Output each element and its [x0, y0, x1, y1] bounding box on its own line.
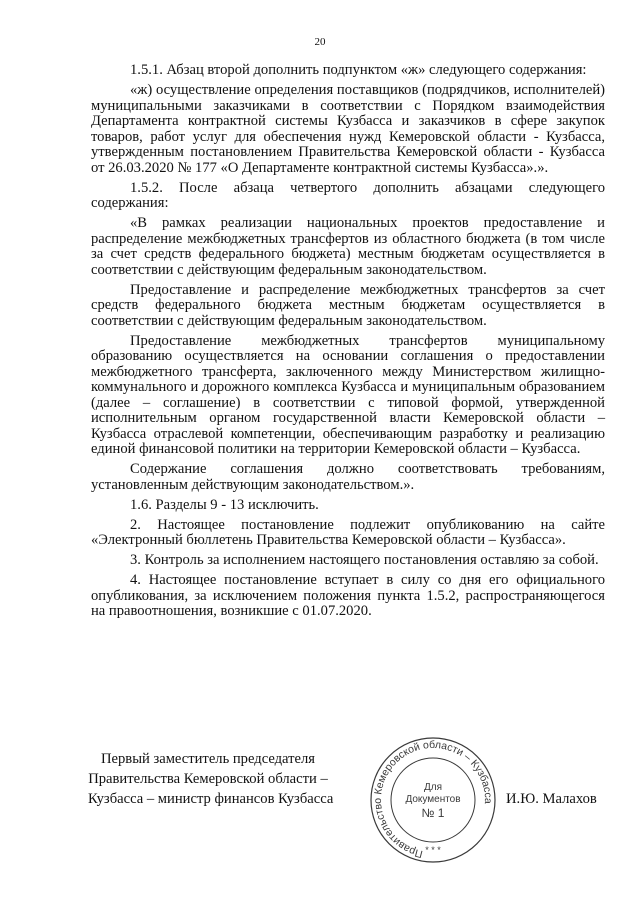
paragraph-1-6: 1.6. Разделы 9 - 13 исключить. — [130, 496, 319, 513]
page-number: 20 — [314, 36, 326, 48]
signature-title-line: Кузбасса – министр финансов Кузбасса — [88, 791, 334, 807]
paragraph-subpoint-zh: «ж) осуществление определения поставщиков (подрядчиков, исполнителей) муниципальными заказчиками в соответствии с Порядком взаимодействия Департамента контрактной системы Кузбасса и заказчиков в сфере закупок товаров, работ услуг для обеспечения нужд Кемеровской области - Кузбасса, утвержденным постановлением Правительства Кемеровской области - Кузбасса от 26.03.2020 № 177 «О Департаменте контрактной системы Кузбасса».». — [91, 82, 605, 176]
paragraph-3-control: 3. Контроль за исполнением настоящего постановления оставляю за собой. — [130, 552, 599, 568]
seal-center-line: Для — [423, 782, 443, 793]
paragraph-national-projects: «В рамках реализации национальных проектов предоставление и распределение межбюджетных трансфертов из областного бюджета (в том числе за счет средств федерального бюджета) местным бюджетам осуществляется в соответствии с действующим федеральным законодательством. — [91, 215, 605, 278]
paragraph-1-5-2: 1.5.2. После абзаца четвертого дополнить абзацами следующего содержания: — [91, 179, 605, 211]
paragraph-2-publication: 2. Настоящее постановление подлежит опубликованию на сайте «Электронный бюллетень Правительства Кемеровской области – Кузбасса». — [91, 516, 605, 548]
signer-name: И.Ю. Малахов — [506, 791, 597, 807]
paragraph-agreement-content: Содержание соглашения должно соответствовать требованиям, установленным действующим законодательством.». — [91, 461, 605, 493]
seal-center-line: Документов — [405, 794, 461, 805]
seal-stars: * * * — [425, 845, 441, 855]
signature-title-line: Правительства Кемеровской области – — [88, 771, 328, 787]
seal-ring-text: Правительство Кемеровской области – Кузбасса — [371, 738, 495, 860]
seal-center-line: № 1 — [421, 806, 445, 820]
signature-block — [88, 749, 334, 809]
signature-title-line: Первый заместитель председателя — [100, 751, 316, 767]
document-body — [91, 63, 605, 624]
paragraph-federal-funds: Предоставление и распределение межбюджетных трансфертов за счет средств федерального бюджета местным бюджетам осуществляется в соответствии с действующим федеральным законодательством. — [91, 281, 605, 329]
paragraph-4-effective: 4. Настоящее постановление вступает в силу со дня его официального опубликования, за исключением положения пункта 1.5.2, распространяющегося на правоотношения, возникшие с 01.07.2020. — [91, 572, 605, 619]
paragraph-agreement: Предоставление межбюджетных трансфертов муниципальному образованию осуществляется на основании соглашения о предоставлении межбюджетного трансферта, заключенного между Министерством жилищно-коммунального и дорожного комплекса Кузбасса и муниципальным образованием (далее – соглашение) в соответствии с типовой формой, утвержденной исполнительным органом государственной власти Кемеровской области – Кузбасса отраслевой компетенции, обеспечивающим разработку и реализацию единой финансовой политики на территории Кемеровской области – Кузбасса. — [91, 332, 605, 457]
official-seal — [368, 735, 498, 865]
paragraph-1-5-1: 1.5.1. Абзац второй дополнить подпунктом «ж» следующего содержания: — [130, 62, 587, 78]
